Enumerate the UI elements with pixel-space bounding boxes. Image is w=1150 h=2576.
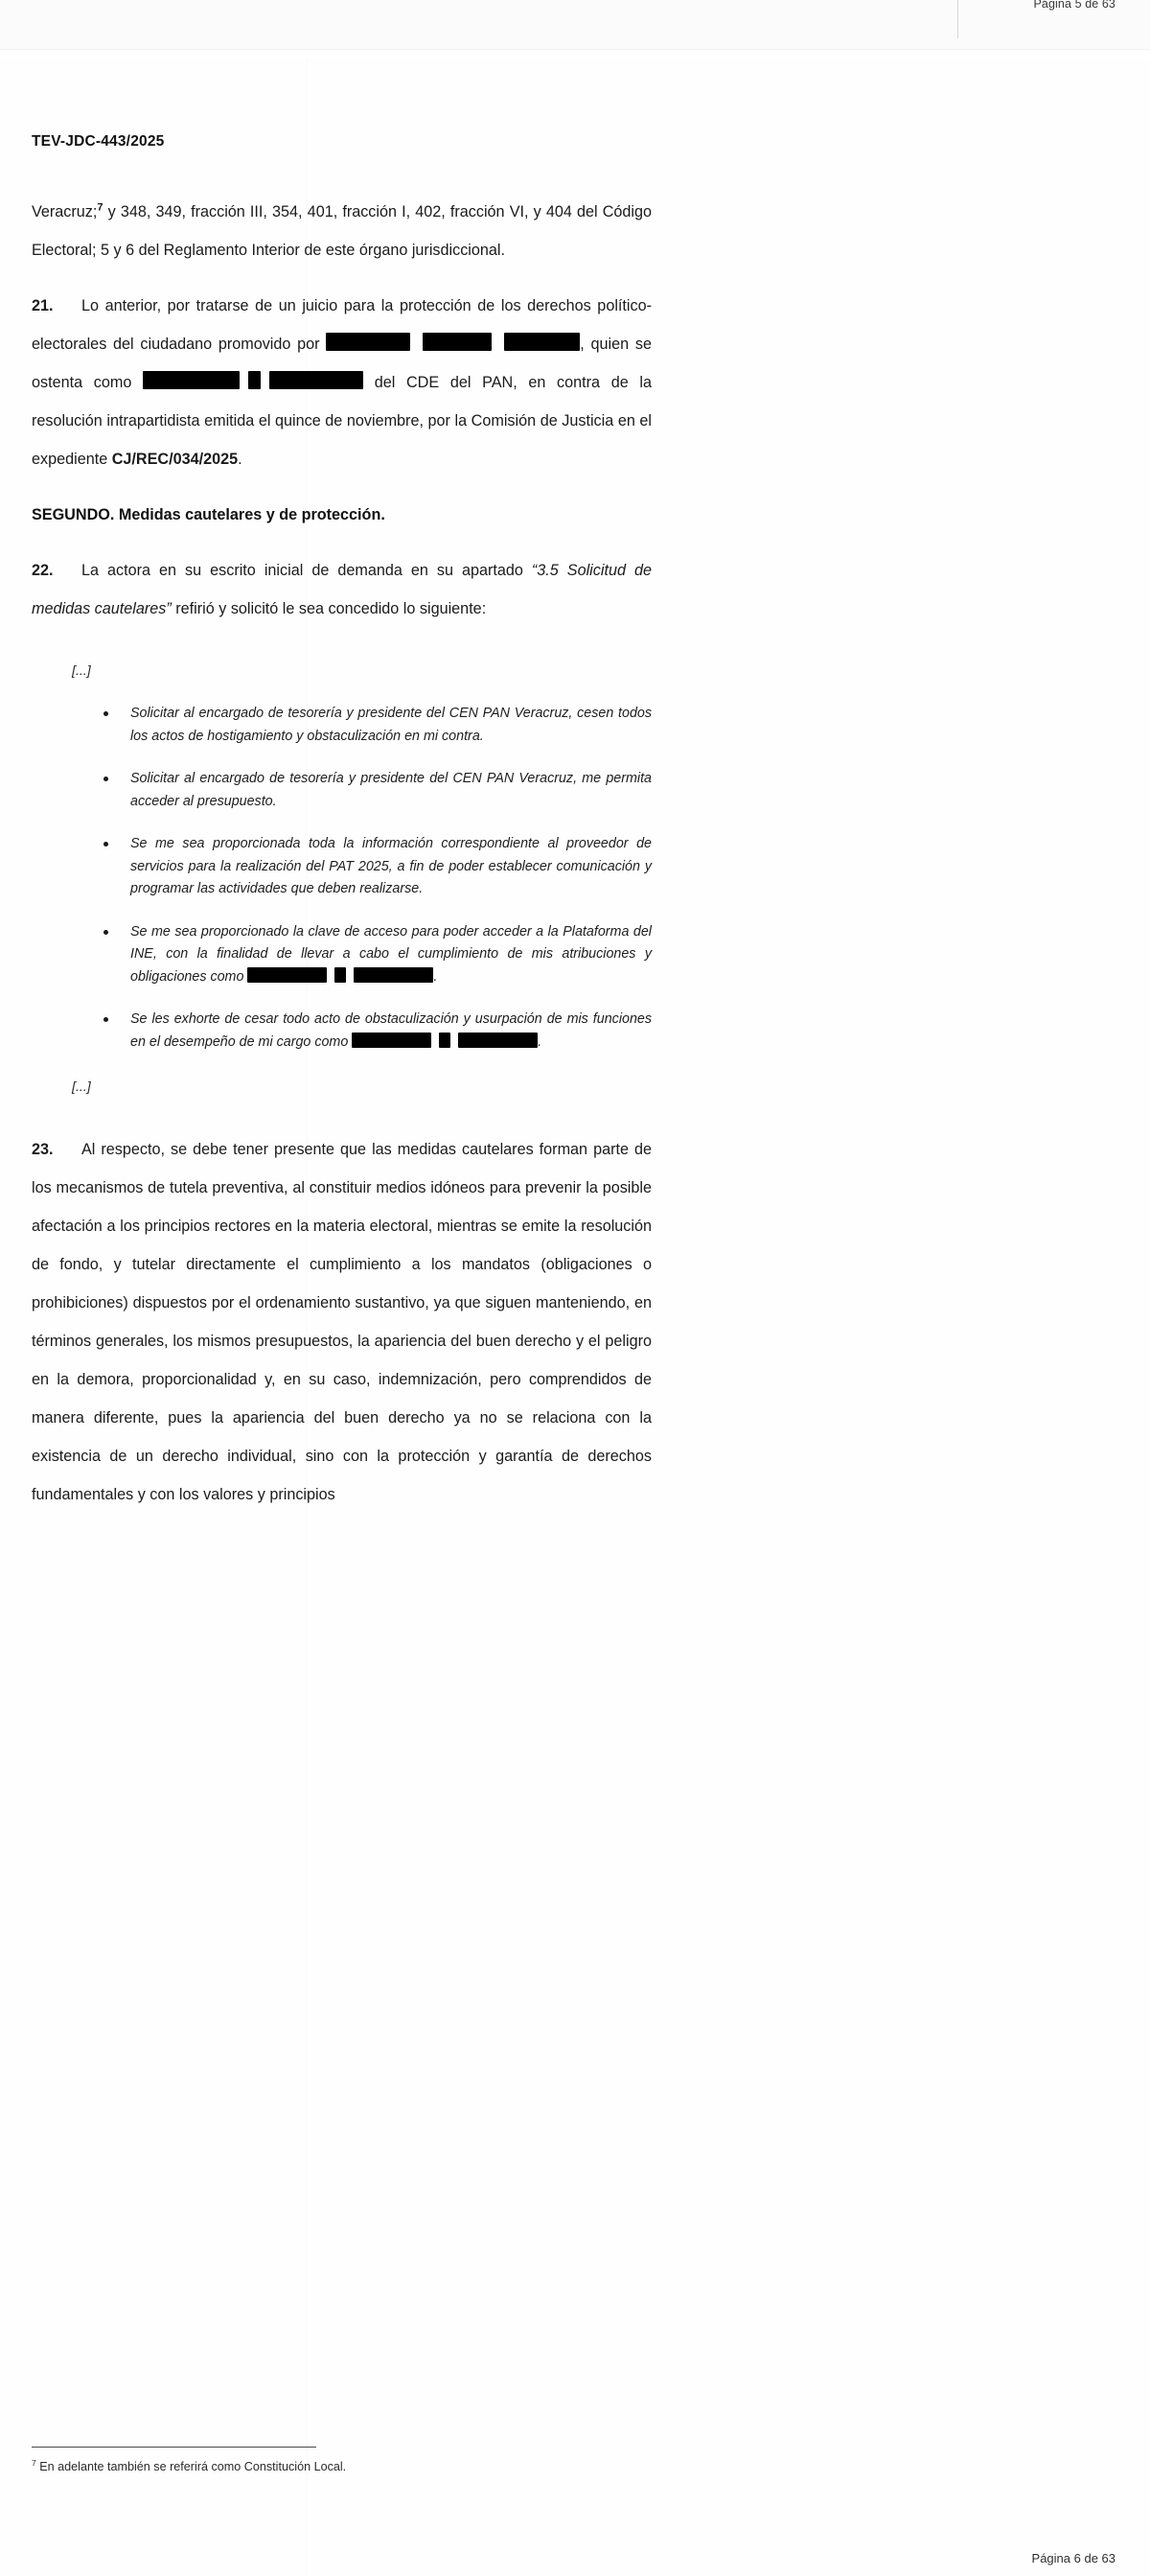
redaction-bar [504,333,580,351]
case-number-header: TEV-JDC-443/2025 [32,133,165,150]
list-item-text: Se les exhorte de cesar todo acto de obstaculización y usurpación de mis funciones en el desempeño de mi cargo como [130,1011,652,1050]
paragraph-21-number: 21. [32,297,54,314]
list-item [98,1009,652,1054]
redaction-bar [458,1033,538,1048]
quoted-section-title: “3.5 Solicitud de medidas cautelares” [32,562,652,617]
medidas-cautelares-list [98,703,652,1054]
expediente-number: CJ/REC/034/2025 [111,451,239,468]
bullet-icon [104,842,108,847]
continuation-text-before: Veracruz; [32,203,98,220]
redaction-bar [334,967,346,983]
previous-page-strip [0,0,1150,50]
redaction-bar [354,967,433,983]
list-item [98,921,652,989]
paragraph-22-number: 22. [32,562,54,579]
list-item-text: Solicitar al encargado de tesorería y presidente del CEN PAN Veracruz, me permita acceder al presupuesto. [130,771,652,809]
redaction-bar [269,371,363,389]
bullet-icon [104,930,108,935]
continuation-text-after: y 348, 349, fracción III, 354, 401, fracción I, 402, fracción VI, y 404 del Código Electoral; 5 y 6 del Reglamento Interior de este órgano jurisdiccional. [32,203,652,259]
paragraph-21-segment-2: , quien se ostenta como [32,336,652,391]
footnote-area [32,2447,652,2475]
paragraph-23 [32,1130,652,1514]
paragraph-21-segment-4: . [238,451,242,468]
list-item [98,833,652,901]
quote-close-ellipsis: [...] [72,1079,91,1095]
paragraph-continuation [32,193,652,269]
list-item [98,703,652,748]
paragraph-23-text: Al respecto, se debe tener presente que las medidas cautelares forman parte de los mecanismos de tutela preventiva, al constituir medios idóneos para prevenir la posible afectación a los principios rectores en la materia electoral, mientras se emite la resolución de fondo, y tutelar directamente el cumplimiento a los mandatos (obligaciones o prohibiciones) dispuestos por el ordenamiento sustantivo, ya que siguen manteniendo, en términos generales, los mismos presupuestos, la apariencia del buen derecho y el peligro en la demora, proporcionalidad y, en su caso, indemnización, pero comprendidos de manera diferente, pues la apariencia del buen derecho ya no se relaciona con la existencia de un derecho individual, sino con la protección y garantía de derechos fundamentales y con los valores y principios [32,1141,652,1503]
paragraph-21 [32,287,652,478]
page-content [32,58,652,1514]
footnote-7 [32,2458,652,2475]
list-item-text: Se me sea proporcionada toda la información correspondiente al proveedor de servicios para la realización del PAT 2025, a fin de poder establecer comunicación y programar las actividades que deben realizarse. [130,836,652,896]
redaction-bar [247,967,327,983]
paragraph-22-segment-1: La actora en su escrito inicial de demanda en su apartado [81,562,532,579]
list-item-tail: . [433,968,438,985]
list-item-text: Solicitar al encargado de tesorería y presidente del CEN PAN Veracruz, cesen todos los actos de hostigamiento y obstaculización en mi contra. [130,706,652,744]
paragraph-21-segment-3: del CDE del PAN, en contra de la resolución intrapartidista emitida el quince de noviembre, por la Comisión de Justicia en el expediente [32,374,652,468]
bullet-icon [104,711,108,716]
quote-open-ellipsis: [...] [72,663,91,679]
footnote-ref-7[interactable]: 7 [97,201,104,214]
footnote-marker: 7 [32,2457,36,2468]
page-separator [0,50,1150,58]
bullet-icon [104,1017,108,1022]
list-item [98,768,652,813]
redaction-bar [423,333,492,351]
page-folio: Página 6 de 63 [1031,2551,1116,2565]
paragraph-22 [32,551,652,628]
page-sheet [0,58,1150,2576]
paragraph-22-segment-2: refirió y solicitó le sea concedido lo siguiente: [171,600,487,617]
list-item-text: Se me sea proporcionado la clave de acceso para poder acceder a la Plataforma del INE, con la finalidad de llevar a cabo el cumplimiento de mis atribuciones y obligaciones como [130,923,652,985]
previous-page-folio: Página 5 de 63 [1033,0,1116,11]
paragraph-21-segment-1: Lo anterior, por tratarse de un juicio para la protección de los derechos político-electorales del ciudadano promovido por [32,297,652,353]
quoted-block [72,657,652,1102]
section-heading-segundo: SEGUNDO. Medidas cautelares y de protección. [32,506,385,523]
bullet-icon [104,777,108,781]
redaction-bar [439,1033,450,1048]
redaction-bar [326,333,410,351]
footnote-body: En adelante también se referirá como Constitución Local. [35,2460,347,2473]
list-item-tail: . [538,1033,542,1050]
redaction-bar [143,371,240,389]
redaction-bar [352,1033,431,1048]
paragraph-23-number: 23. [32,1141,54,1158]
page-edge-line [957,0,958,38]
redaction-bar [248,371,261,389]
footnote-separator [32,2447,316,2448]
